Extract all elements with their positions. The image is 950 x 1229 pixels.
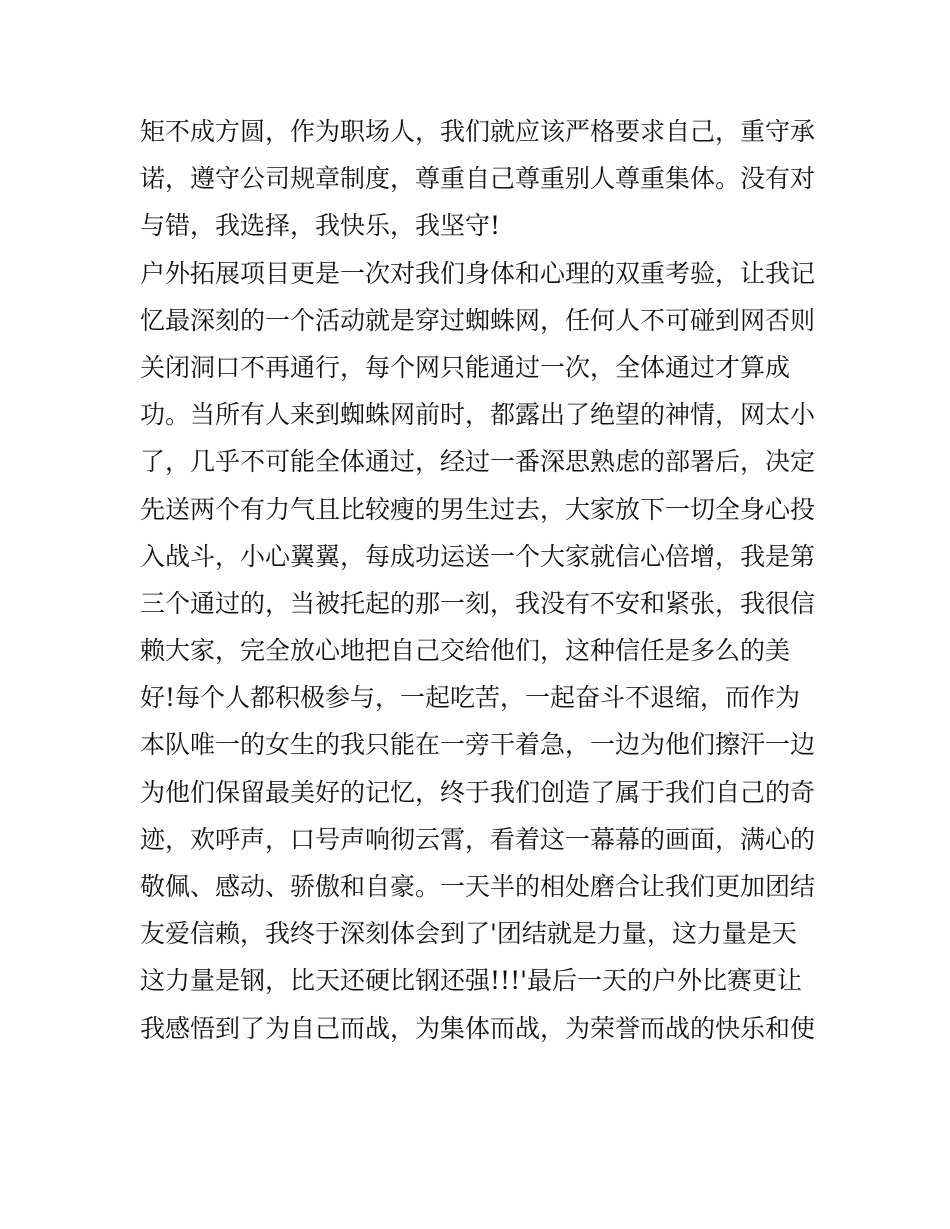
text-line: 我感悟到了为自己而战，为集体而战，为荣誉而战的快乐和使 [140,1013,816,1043]
text-line: 与错，我选择，我快乐，我坚守! [140,211,501,241]
text-line: 好!每个人都积极参与，一起吃苦，一起奋斗不退缩，而作为 [140,683,801,713]
text-line: 赖大家，完全放心地把自己交给他们，这种信任是多么的美 [140,636,791,666]
text-line: 诺，遵守公司规章制度，尊重自己尊重别人尊重集体。没有对 [140,164,816,194]
text-line: 户外拓展项目更是一次对我们身体和心理的双重考验，让我记 [140,258,816,288]
text-line: 三个通过的，当被托起的那一刻，我没有不安和紧张，我很信 [140,588,816,618]
text-line: 关闭洞口不再通行，每个网只能通过一次，全体通过才算成 [140,352,791,382]
text-line: 功。当所有人来到蜘蛛网前时，都露出了绝望的神情，网太小 [140,400,816,430]
text-line: 敬佩、感动、骄傲和自豪。一天半的相处磨合让我们更加团结 [140,872,816,901]
text-line: 为他们保留最美好的记忆，终于我们创造了属于我们自己的奇 [140,777,816,807]
text-line: 迹，欢呼声，口号声响彻云霄，看着这一幕幕的画面，满心的 [140,824,816,854]
text-line: 了，几乎不可能全体通过，经过一番深思熟虑的部署后，决定 [140,447,816,477]
text-line: 忆最深刻的一个活动就是穿过蜘蛛网，任何人不可碰到网否则 [140,305,816,335]
text-line: 矩不成方圆，作为职场人，我们就应该严格要求自己，重守承 [140,117,816,146]
text-line: 先送两个有力气且比较瘦的男生过去，大家放下一切全身心投 [140,494,816,524]
text-line: 入战斗，小心翼翼，每成功运送一个大家就信心倍增，我是第 [140,541,816,571]
body-text [140,108,820,1052]
text-line: 本队唯一的女生的我只能在一旁干着急，一边为他们擦汗一边 [140,730,816,760]
text-line: 友爱信赖，我终于深刻体会到了'团结就是力量，这力量是天 [140,919,797,949]
text-line: 这力量是钢，比天还硬比钢还强!!!'最后一天的户外比赛更让 [140,966,803,996]
